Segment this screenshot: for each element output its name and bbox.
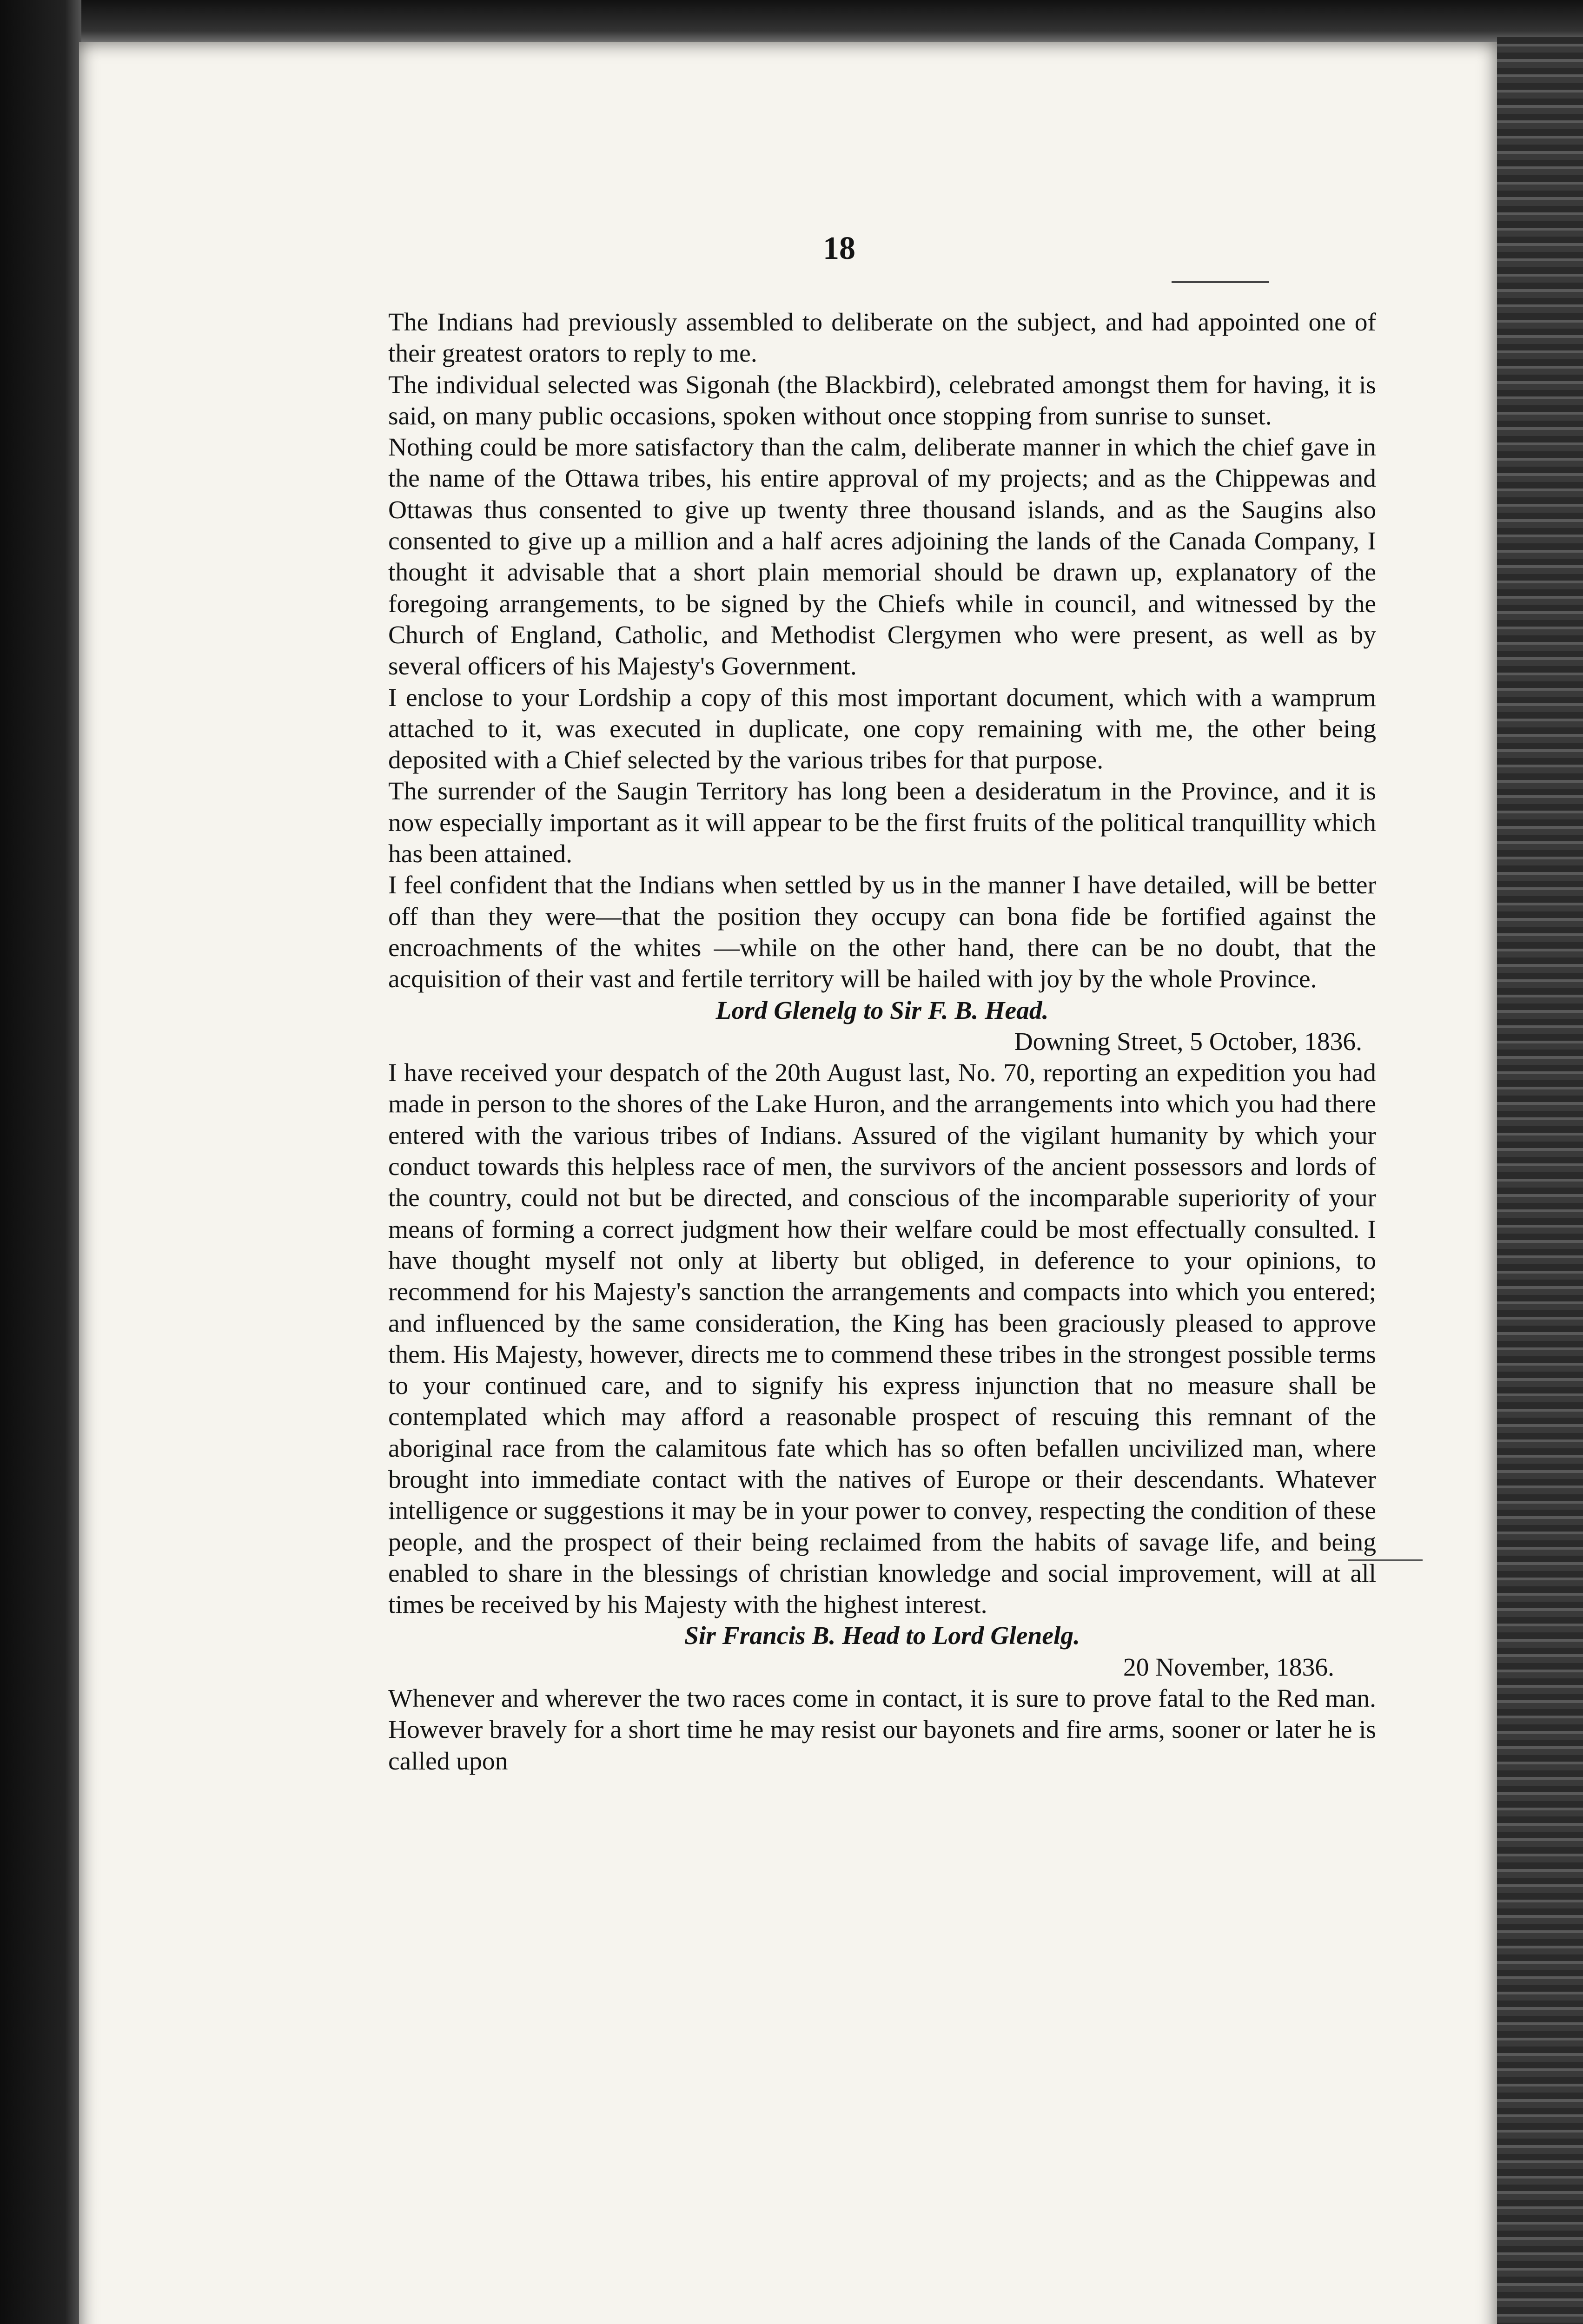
scan-edge-left bbox=[0, 0, 81, 2324]
paragraph-memorial: Nothing could be more satisfactory than the calm, deliberate manner in which the chief gave in the name of the Ottawa tribes, his entire approval of my projects; and as the Chippewas and Ottawas thus consented to give up twenty three thousand islands, and as the Saugins also consented to give up a million and a half acres adjoining the lands of the Canada Company, I thought it advisable that a short plain memorial should be drawn up, explanatory of the foregoing arrangements, to be signed by the Chiefs while in council, and witnessed by the Church of England, Catholic, and Methodist Clergymen who were present, as well as by several officers of his Majesty's Government. bbox=[388, 433, 1376, 681]
paragraph-indians-assembled: The Indians had previously assembled to deliberate on the subject, and had appointed one of their greatest orators to reply to me. bbox=[388, 308, 1376, 368]
letter-dateline-glenelg: Downing Street, 5 October, 1836. bbox=[1014, 1027, 1362, 1056]
rule-mark bbox=[1172, 281, 1269, 283]
page-number: 18 bbox=[823, 231, 855, 266]
paragraph-sigonah: The individual selected was Sigonah (the Blackbird), celebrated amongst them for having, it is said, on many public occasions, spoken without once stopping from sunrise to sunset. bbox=[388, 370, 1376, 430]
scan-edge-top bbox=[0, 0, 1583, 44]
paragraph-saugin-territory: The surrender of the Saugin Territory has long been a desideratum in the Province, and it is now especially important as it will appear to be the first fruits of the political tranquillity which has been attained. bbox=[388, 777, 1376, 869]
letter-body-head: Whenever and wherever the two races come in contact, it is sure to prove fatal to the Red man. However bravely for a short time he may resist our bayonets and fire arms, sooner or later he is called upon bbox=[388, 1684, 1376, 1776]
letter-heading-glenelg: Lord Glenelg to Sir F. B. Head. bbox=[715, 996, 1049, 1025]
paragraph-confidence: I feel confident that the Indians when settled by us in the manner I have detailed, will be better off than they were—that the position they occupy can bona fide be fortified against the encroachments of the whites —while on the other hand, there can be no doubt, that the acquisition of their vast and fertile territory will be hailed with joy by the whole Province. bbox=[388, 871, 1376, 994]
letter-heading-head: Sir Francis B. Head to Lord Glenelg. bbox=[684, 1622, 1080, 1651]
scan-edge-right bbox=[1497, 37, 1583, 2324]
paragraph-enclosure: I enclose to your Lordship a copy of this most important document, which with a wamprum attached to it, was executed in duplicate, one copy remaining with me, the other being deposited with a Chief selected by the various tribes for that purpose. bbox=[388, 683, 1376, 775]
document-body bbox=[388, 307, 1376, 1777]
letter-body-glenelg: I have received your despatch of the 20th August last, No. 70, reporting an expedition you had made in person to the shores of the Lake Huron, and the arrangements into which you had there entered with the various tribes of Indians. Assured of the vigilant humanity by which your conduct towards this helpless race of men, the survivors of the ancient possessors and lords of the country, could not but be directed, and conscious of the incomparable superiority of your means of forming a correct judgment how their welfare could be most effectually consulted. I have thought myself not only at liberty but obliged, in deference to your opinions, to recommend for his Majesty's sanction the arrangements and compacts into which you entered; and influenced by the same consideration, the King has been graciously pleased to approve them. His Majesty, however, directs me to commend these tribes in the strongest possible terms to your continued care, and to signify his express injunction that no measure shall be contemplated which may afford a reasonable prospect of rescuing this remnant of the aboriginal race from the calamitous fate which has so often befallen uncivilized man, where brought into immediate contact with the natives of Europe or their descendants. Whatever intelligence or suggestions it may be in your power to convey, respecting the condition of these people, and the prospect of their being reclaimed from the habits of savage life, and being enabled to share in the blessings of christian knowledge and social improvement, will at all times be received by his Majesty with the highest interest. bbox=[388, 1059, 1376, 1619]
letter-dateline-head: 20 November, 1836. bbox=[1123, 1653, 1334, 1682]
